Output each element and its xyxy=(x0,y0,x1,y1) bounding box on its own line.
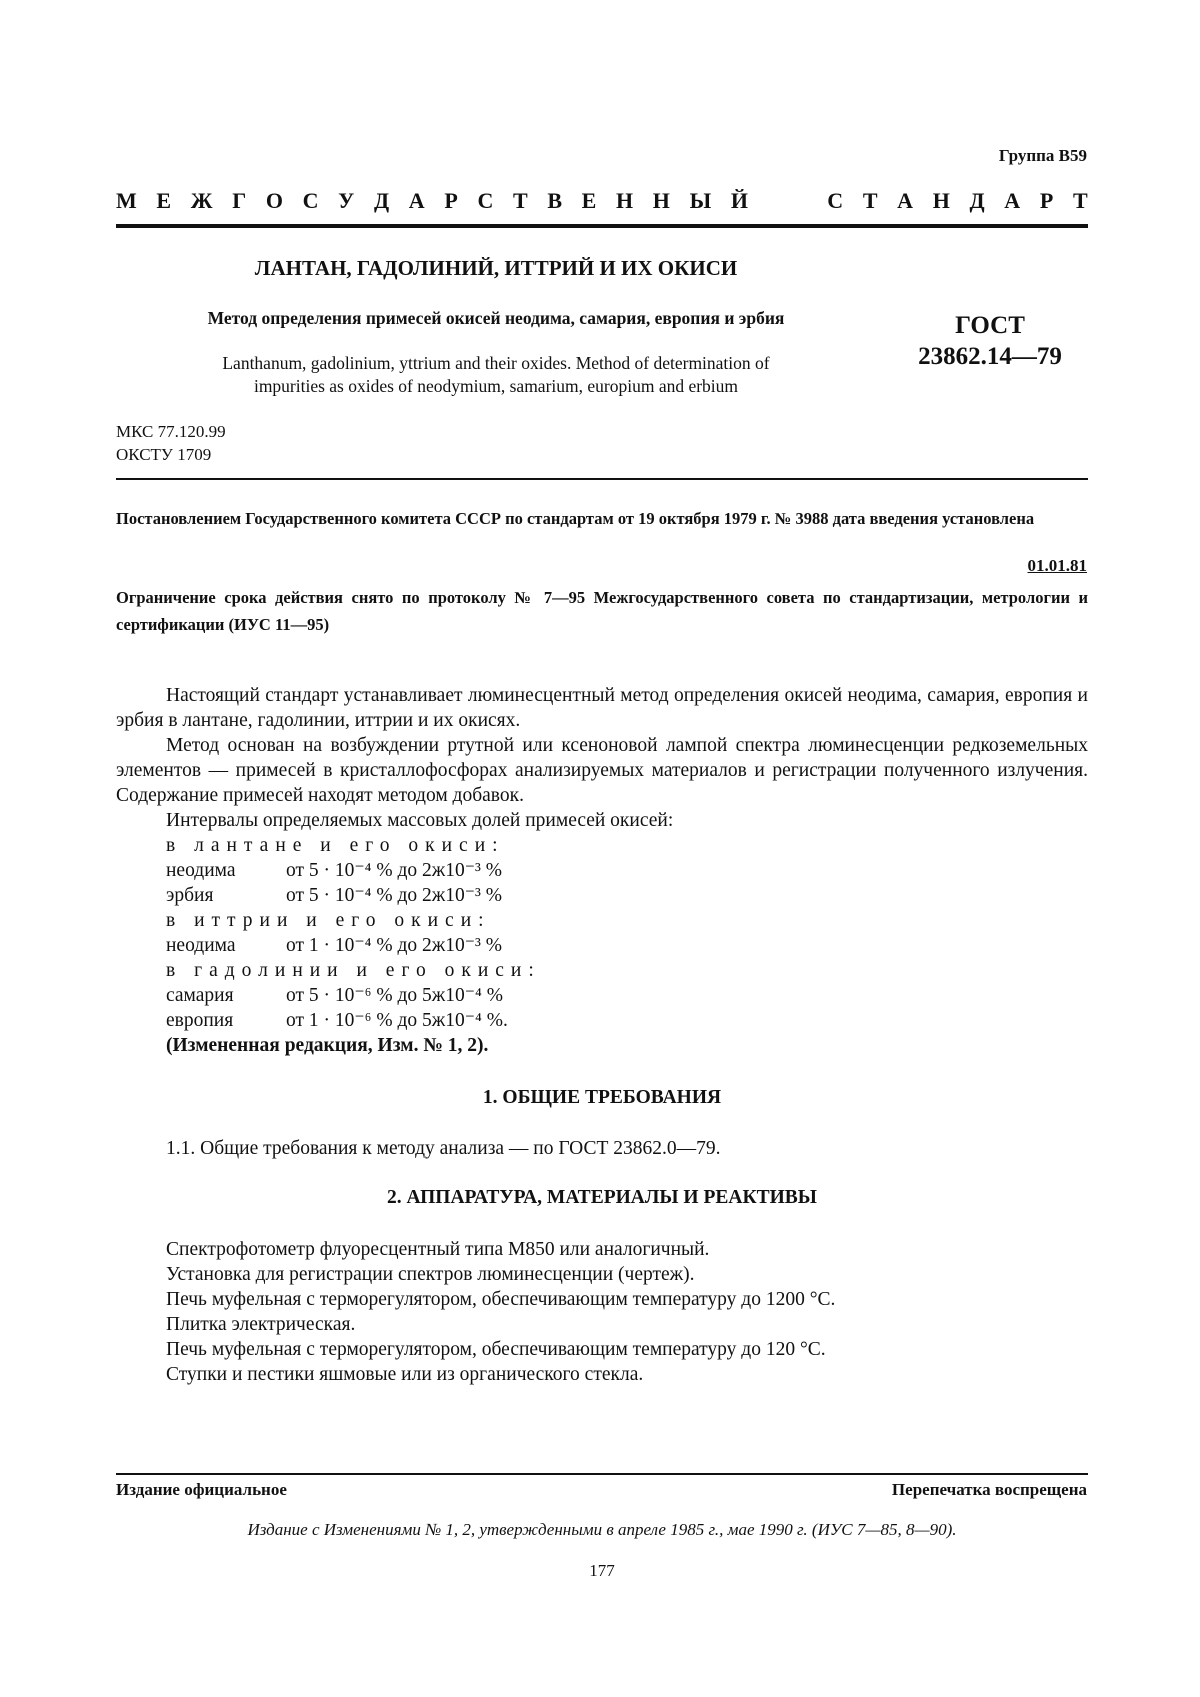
amendment-note: (Измененная редакция, Изм. № 1, 2). xyxy=(166,1035,489,1056)
english-title-line-1: Lanthanum, gadolinium, yttrium and their oxides. Method of determination of xyxy=(222,353,770,373)
page-number: 177 xyxy=(589,1561,615,1580)
lanthanum-heading: в лантане и его окиси: xyxy=(166,835,505,856)
range-value: от 5 · 10⁻⁴ % до 2ж10⁻³ % xyxy=(286,860,502,881)
banner-letter: Д xyxy=(969,188,985,213)
english-title xyxy=(116,352,876,398)
range-name: европия xyxy=(166,1010,234,1031)
banner-letter: С xyxy=(477,188,494,213)
banner-letter: Р xyxy=(1039,188,1054,213)
equipment-item: Спектрофотометр флуоресцентный типа М850 или аналогичный. xyxy=(166,1239,710,1260)
banner-letter: М xyxy=(116,188,137,213)
gost-code: 23862.14—79 xyxy=(918,343,1062,370)
group-code: Группа В59 xyxy=(998,146,1087,165)
section-2-body xyxy=(116,1237,1088,1387)
limitation-text: Ограничение срока действия снято по протоколу № 7—95 Межгосударственного совета по стандартизации, метрологии и сертификации (ИУС 11—95) xyxy=(116,588,1088,634)
range-value: от 5 · 10⁻⁴ % до 2ж10⁻³ % xyxy=(286,885,502,906)
banner-letter: Н xyxy=(616,188,634,213)
banner-letter: Т xyxy=(862,188,878,213)
banner-letter: Е xyxy=(581,188,597,213)
document-title: ЛАНТАН, ГАДОЛИНИЙ, ИТТРИЙ И ИХ ОКИСИ xyxy=(254,256,738,280)
range-name: неодима xyxy=(166,935,236,956)
intro-paragraph-3: Интервалы определяемых массовых долей примесей окисей: xyxy=(166,810,674,831)
banner-letter: В xyxy=(547,188,563,213)
banner-letter: Й xyxy=(730,188,748,213)
range-name: самария xyxy=(166,985,234,1006)
yttrium-heading: в иттрии и его окиси: xyxy=(166,910,491,931)
range-row xyxy=(116,1008,1088,1033)
english-title-line-2: impurities as oxides of neodymium, samarium, europium and erbium xyxy=(253,376,739,396)
section-1-paragraph: 1.1. Общие требования к методу анализа — по ГОСТ 23862.0—79. xyxy=(166,1138,721,1159)
banner-letter: Д xyxy=(373,188,390,213)
banner-letter: Е xyxy=(156,188,172,213)
banner-letter: Ы xyxy=(689,188,712,213)
range-row xyxy=(116,983,1088,1008)
range-value: от 5 · 10⁻⁶ % до 5ж10⁻⁴ % xyxy=(286,985,503,1006)
equipment-item: Установка для регистрации спектров люминесценции (чертеж). xyxy=(166,1264,695,1285)
decree-text: Постановлением Государственного комитета СССР по стандартам от 19 октября 1979 г. № 3988 дата введения установлена xyxy=(116,509,1035,528)
banner-letter: О xyxy=(265,188,283,213)
footer-rule xyxy=(116,1473,1088,1475)
gost-label: ГОСТ xyxy=(955,312,1025,339)
range-name: эрбия xyxy=(166,885,214,906)
banner-letter: А xyxy=(897,188,914,213)
range-value: от 1 · 10⁻⁶ % до 5ж10⁻⁴ %. xyxy=(286,1010,508,1031)
banner-letter: А xyxy=(1004,188,1021,213)
gadolinium-heading: в гадолинии и его окиси: xyxy=(166,960,541,981)
banner-letter: Ж xyxy=(190,188,213,213)
equipment-item: Печь муфельная с терморегулятором, обеспечивающим температуру до 1200 °С. xyxy=(166,1289,836,1310)
banner-letter: С xyxy=(302,188,319,213)
official-edition-label: Издание официальное xyxy=(116,1480,287,1499)
intro-paragraph-1: Настоящий стандарт устанавливает люминесцентный метод определения окисей неодима, самария, европия и эрбия в лантане, гадолинии, иттрии и их окисях. xyxy=(116,685,1088,731)
banner-letter: Н xyxy=(932,188,950,213)
document-subtitle: Метод определения примесей окисей неодима, самария, европия и эрбия xyxy=(207,308,785,328)
equipment-item: Плитка электрическая. xyxy=(166,1314,356,1335)
banner-letter: У xyxy=(338,188,355,213)
codes-rule xyxy=(116,478,1088,480)
mks-code: МКС 77.120.99 xyxy=(116,422,226,441)
section-1-body xyxy=(116,1136,1088,1161)
range-value: от 1 · 10⁻⁴ % до 2ж10⁻³ % xyxy=(286,935,502,956)
range-row xyxy=(116,858,1088,883)
banner-letter: Т xyxy=(512,188,528,213)
banner-letter: Г xyxy=(232,188,247,213)
banner-word-gap xyxy=(768,188,808,214)
banner-letter: А xyxy=(408,188,425,213)
standard-banner xyxy=(116,188,1088,214)
header-rule xyxy=(116,224,1088,228)
okstu-code: ОКСТУ 1709 xyxy=(116,445,212,464)
introduction-date: 01.01.81 xyxy=(1027,556,1087,575)
reprint-prohibited-label: Перепечатка воспрещена xyxy=(891,1480,1087,1499)
intro-paragraph-2: Метод основан на возбуждении ртутной или ксеноновой лампой спектра люминесценции редкоземельных элементов — примесей в кристаллофосфорах анализируемых материалов и регистрации полученного излучения. Содержание примесей находят методом добавок. xyxy=(116,735,1088,806)
banner-letter: Р xyxy=(444,188,458,213)
banner-letter: С xyxy=(827,188,844,213)
range-row xyxy=(116,883,1088,908)
section-1-heading: 1. ОБЩИЕ ТРЕБОВАНИЯ xyxy=(482,1087,722,1108)
edition-note: Издание с Изменениями № 1, 2, утвержденными в апреле 1985 г., мае 1990 г. (ИУС 7—85, 8—90). xyxy=(247,1520,957,1539)
equipment-item: Печь муфельная с терморегулятором, обеспечивающим температуру до 120 °С. xyxy=(166,1339,826,1360)
range-row xyxy=(116,933,1088,958)
classification-codes xyxy=(116,420,226,466)
gost-number xyxy=(880,310,1100,372)
section-2-heading: 2. АППАРАТУРА, МАТЕРИАЛЫ И РЕАКТИВЫ xyxy=(387,1187,817,1208)
banner-letter: Н xyxy=(652,188,670,213)
banner-letter: Т xyxy=(1072,188,1088,213)
intro-section xyxy=(116,683,1088,1058)
equipment-item: Ступки и пестики яшмовые или из органического стекла. xyxy=(166,1364,644,1385)
range-name: неодима xyxy=(166,860,236,881)
